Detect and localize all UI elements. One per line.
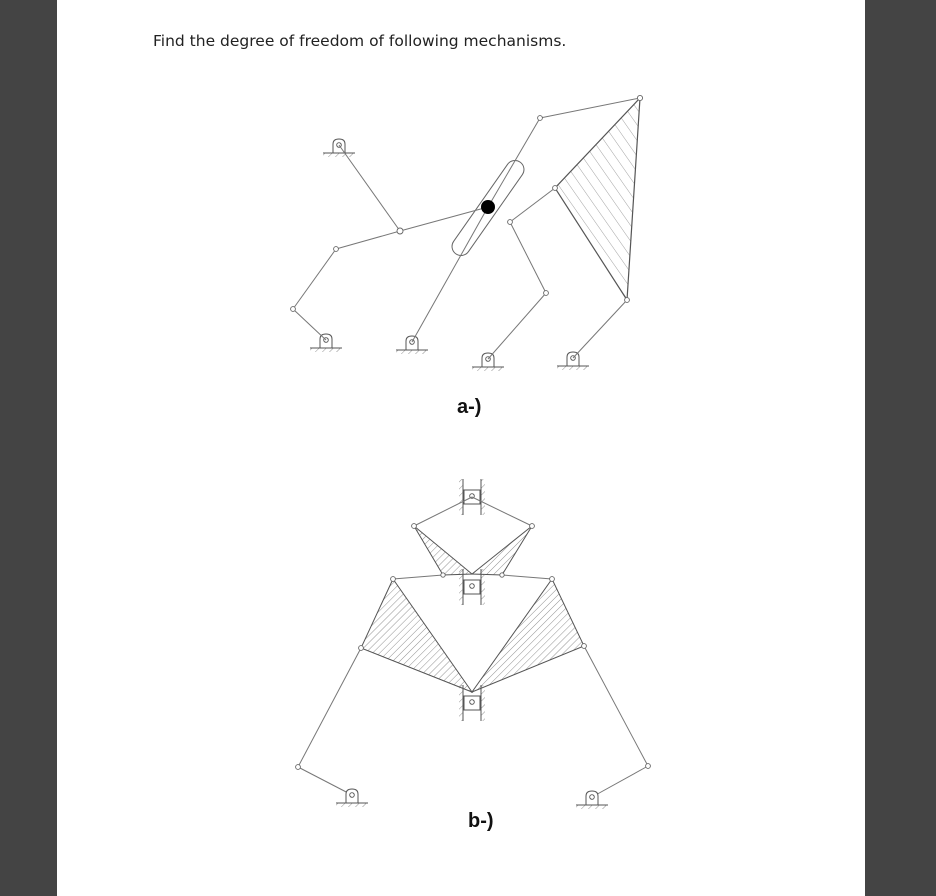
slider-guide [459,685,485,721]
hatched-link [472,579,584,692]
ground-pivot [310,334,342,352]
figure-a-label: a-) [457,396,482,418]
hatched-link [361,579,472,692]
ground-pivot [336,789,368,807]
ternary-link [555,98,640,300]
ground-pivot [557,352,589,370]
hatched-link [472,526,532,575]
links [298,497,648,797]
joints [296,524,651,770]
mechanism-a [291,95,643,371]
mechanism-diagrams [57,0,865,896]
ground-pivot [396,336,428,354]
hatched-link [414,526,472,575]
question-text: Find the degree of freedom of following mechanisms. [153,32,567,50]
ground-pivot [323,139,355,157]
figure-b-label: b-) [468,810,494,832]
slider-block [481,200,495,214]
ground-pivot [576,791,608,809]
ground-pivot [472,353,504,371]
mechanism-b [296,479,651,809]
document-page [57,0,865,896]
